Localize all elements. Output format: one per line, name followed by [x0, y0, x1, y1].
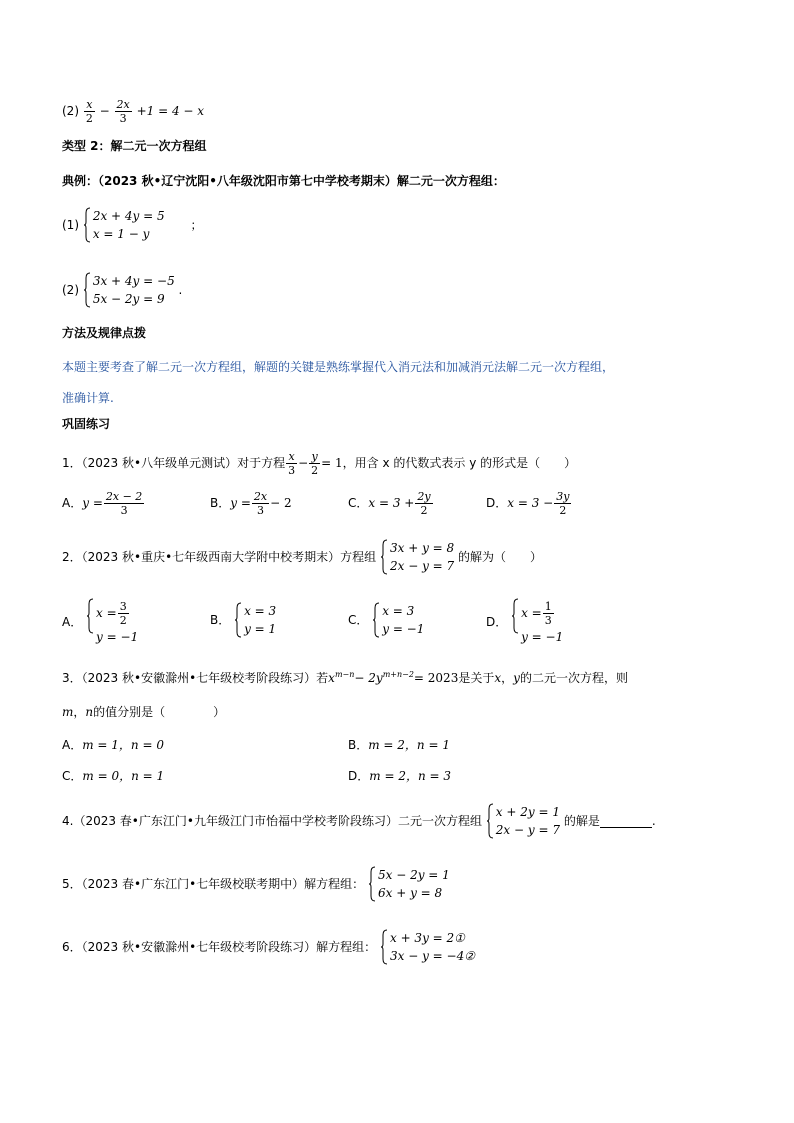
q1-frac-x: $\frac{x}{3}$ — [288, 450, 296, 477]
q2-option-b[interactable]: B． x = 3 y = 1 — [210, 604, 277, 636]
q3-option-c[interactable]: C．m = 0，n = 1 — [62, 769, 165, 783]
q1-frac-y: $\frac{y}{2}$ — [311, 450, 319, 477]
intro-frac-1: $\frac{x}{2}$ — [85, 98, 93, 125]
brace-icon — [511, 598, 519, 634]
example-text: 典例：（2023 秋•辽宁沈阳•八年级沈阳市第七中学校考期末）解二元一次方程组： — [62, 174, 505, 188]
question-5: 5．（2023 春•广东江门•七年级校联考期中）解方程组： 5x − 2y = 1 6x + y = 8 — [62, 868, 450, 900]
method-line-2: 准确计算. — [62, 391, 114, 405]
q4-system: x + 2y = 1 2x − y = 7 — [486, 803, 560, 839]
q5-system: 5x − 2y = 1 6x + y = 8 — [368, 866, 450, 902]
q3-option-a[interactable]: A．m = 1，n = 0 — [62, 738, 164, 752]
brace-icon — [83, 207, 91, 243]
q3-option-b[interactable]: B．m = 2，n = 1 — [348, 738, 450, 752]
q3-option-d[interactable]: D．m = 2，n = 3 — [348, 769, 451, 783]
brace-icon — [372, 602, 380, 638]
method-line-1: 本题主要考查了解二元一次方程组，解题的关键是熟练掌握代入消元法和加减消元法解二元一次方程组， — [62, 360, 615, 374]
intro-equation: (2) $\frac{x}{2}$ − $\frac{2x}{3}$ +1 = 4 − x — [62, 98, 205, 125]
question-6: 6．（2023 秋•安徽滁州•七年级校考阶段练习）解方程组： x + 3y = 2① 3x − y = −4② — [62, 931, 475, 963]
question-2: 2．（2023 秋•重庆•七年级西南大学附中校考期末）方程组 3x + y = 8 2x − y = 7 的解为（ ） — [62, 541, 543, 573]
q1-option-a[interactable]: A．y = $\frac{2x - 2}{3}$ — [62, 490, 143, 517]
q2-option-a[interactable]: A． x = $\frac{3}{2}$ y = −1 — [62, 600, 139, 644]
type2-heading: 类型 2：解二元一次方程组 — [62, 139, 207, 153]
brace-icon — [234, 602, 242, 638]
example-part-2: (2) 3x + 4y = −5 5x − 2y = 9 . — [62, 274, 183, 306]
intro-frac-2: $\frac{2x}{3}$ — [116, 98, 130, 125]
intro-label: (2) — [62, 104, 79, 118]
question-3: 3．（2023 秋•安徽滁州•七年级校考阶段练习）若$x^{m-n}- 2y^{m+n-2}= 2023$是关于x，y的二元一次方程，则 — [62, 670, 628, 685]
practice-heading: 巩固练习 — [62, 417, 111, 431]
example-system-1: 2x + 4y = 5 x = 1 − y — [83, 207, 165, 243]
brace-icon — [380, 539, 388, 575]
brace-icon — [380, 929, 388, 965]
q1-option-b[interactable]: B．y = $\frac{2x}{3}$ − 2 — [210, 490, 292, 517]
q2-option-d[interactable]: D． x = $\frac{1}{3}$ y = −1 — [486, 600, 564, 644]
example-system-2: 3x + 4y = −5 5x − 2y = 9 — [83, 272, 175, 308]
q1-option-d[interactable]: D．x = 3 − $\frac{3y}{2}$ — [486, 490, 570, 517]
q2-option-c[interactable]: C． x = 3 y = −1 — [348, 604, 425, 636]
brace-icon — [83, 272, 91, 308]
method-heading: 方法及规律点拨 — [62, 326, 147, 340]
brace-icon — [86, 598, 94, 634]
answer-blank[interactable] — [600, 815, 652, 828]
q1-option-c[interactable]: C．x = 3 + $\frac{2y}{2}$ — [348, 490, 431, 517]
brace-icon — [368, 866, 376, 902]
brace-icon — [486, 803, 494, 839]
question-4: 4.（2023 春•广东江门•九年级江门市怡福中学校考阶段练习）二元一次方程组 x + 2y = 1 2x − y = 7 的解是 . — [62, 805, 656, 837]
q6-system: x + 3y = 2① 3x − y = −4② — [380, 929, 475, 965]
q2-system: 3x + y = 8 2x − y = 7 — [380, 539, 454, 575]
example-part-1: (1) 2x + 4y = 5 x = 1 − y ； — [62, 209, 203, 241]
question-3-line-2: m，n的值分别是（ ） — [62, 705, 226, 719]
question-1: 1．（2023 秋•八年级单元测试）对于方程 $\frac{x}{3}$ − $\frac{y}{2}$ = 1，用含 x 的代数式表示 y 的形式是（ ） — [62, 450, 577, 477]
